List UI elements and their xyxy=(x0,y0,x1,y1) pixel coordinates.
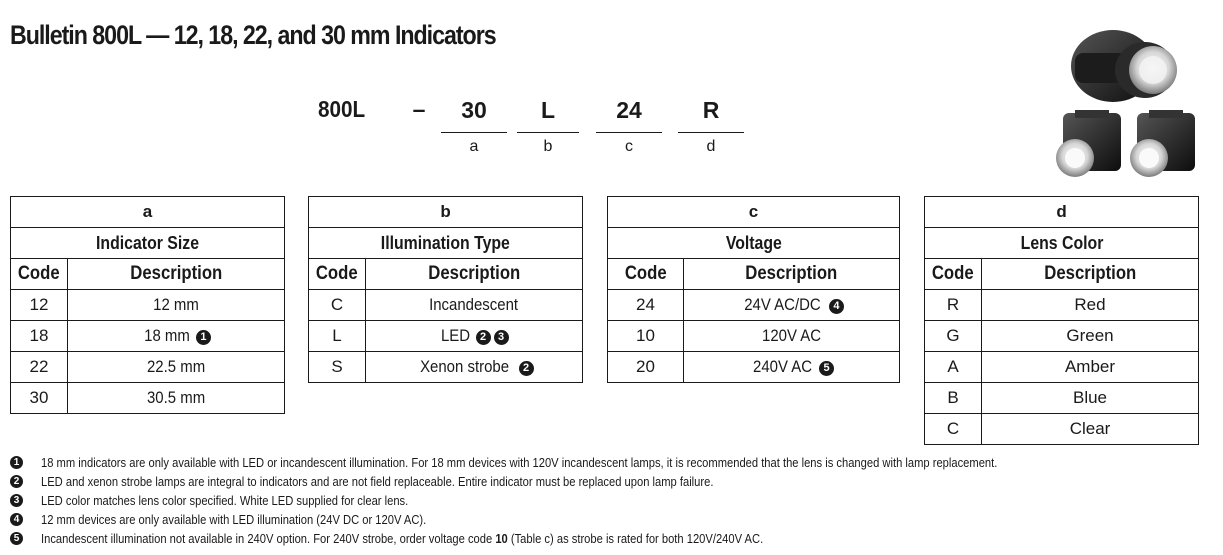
column-header-description xyxy=(684,259,900,290)
table-letter: b xyxy=(309,197,583,228)
footnote-text: LED and xenon strobe lamps are integral to indicators and are not field replaceable. Entire indicator must be replaced upon lamp failure. xyxy=(41,474,714,489)
footnote-marker: 5 xyxy=(819,361,834,376)
header-text: Description xyxy=(1044,263,1136,284)
header-text: Description xyxy=(428,263,520,284)
description-text: 120V AC xyxy=(761,326,822,345)
table-heading xyxy=(608,228,900,259)
description-text: 22.5 mm xyxy=(146,357,206,376)
footnote-text xyxy=(41,529,763,548)
footnote-marker: 3 xyxy=(494,330,509,345)
segment-value: 30 xyxy=(461,97,487,123)
code-cell: C xyxy=(925,414,982,445)
table-illumination-type xyxy=(308,196,583,383)
code-cell: 10 xyxy=(608,321,684,352)
catalog-segment-c xyxy=(596,96,662,133)
code-cell: B xyxy=(925,383,982,414)
footnote-text: 18 mm indicators are only available with LED or incandescent illumination. For 18 mm devices with 120V incandescent lamps, it is recommended that the lens is changed with lamp replacement. xyxy=(41,455,998,470)
code-cell: C xyxy=(309,290,366,321)
description-cell: Clear xyxy=(982,414,1199,445)
description-text: Xenon strobe xyxy=(420,357,510,376)
table-row xyxy=(11,290,285,321)
description-cell xyxy=(68,290,285,321)
heading-text: Illumination Type xyxy=(380,232,511,253)
column-header-code xyxy=(608,259,684,290)
code-cell: L xyxy=(309,321,366,352)
description-cell xyxy=(68,321,285,352)
footnote-marker: 1 xyxy=(196,330,211,345)
column-header-description xyxy=(982,259,1199,290)
code-cell: A xyxy=(925,352,982,383)
table-indicator-size xyxy=(10,196,285,414)
code-cell: 30 xyxy=(11,383,68,414)
footnote-marker: 4 xyxy=(829,299,844,314)
description-text: 12 mm xyxy=(153,295,199,314)
code-cell: 12 xyxy=(11,290,68,321)
footnote-marker: 2 xyxy=(519,361,534,376)
column-header-code xyxy=(309,259,366,290)
page-title: Bulletin 800L — 12, 18, 22, and 30 mm Indicators xyxy=(10,20,496,50)
footnote-text: LED color matches lens color specified. White LED supplied for clear lens. xyxy=(41,493,409,508)
header-text: Code xyxy=(18,263,60,284)
table-lens-color xyxy=(924,196,1199,445)
column-header-code xyxy=(925,259,982,290)
header-text: Description xyxy=(130,263,222,284)
segment-label: b xyxy=(543,138,553,155)
catalog-dash: – xyxy=(412,96,426,122)
table-heading xyxy=(925,228,1199,259)
description-text: 18 mm xyxy=(144,326,190,345)
footnote xyxy=(10,472,1153,491)
description-cell: Blue xyxy=(982,383,1199,414)
table-row xyxy=(309,290,583,321)
footnote xyxy=(10,491,1153,510)
description-cell xyxy=(684,352,900,383)
header-text: Code xyxy=(932,263,974,284)
table-heading xyxy=(309,228,583,259)
code-cell: G xyxy=(925,321,982,352)
header-text: Code xyxy=(624,263,667,284)
description-text: 30.5 mm xyxy=(146,388,206,407)
description-cell: Red xyxy=(982,290,1199,321)
table-row xyxy=(11,383,285,414)
description-cell: Amber xyxy=(982,352,1199,383)
description-cell xyxy=(68,383,285,414)
footnote-text-part: Incandescent illumination not available in 240V option. For 240V strobe, order voltage code xyxy=(41,531,496,546)
footnote xyxy=(10,510,1153,529)
segment-label: d xyxy=(706,138,716,155)
table-row xyxy=(925,352,1199,383)
table-row xyxy=(11,321,285,352)
catalog-segment-d xyxy=(678,96,744,133)
description-text: LED xyxy=(441,326,471,345)
footnote-marker: 2 xyxy=(10,475,23,488)
code-cell: S xyxy=(309,352,366,383)
table-letter: c xyxy=(608,197,900,228)
code-cell: 18 xyxy=(11,321,68,352)
segment-label: a xyxy=(469,138,479,155)
heading-text: Indicator Size xyxy=(96,232,199,253)
catalog-prefix: 800L xyxy=(318,96,366,122)
table-voltage xyxy=(607,196,900,383)
column-header-description xyxy=(68,259,285,290)
footnote xyxy=(10,453,1153,472)
description-text: 240V AC xyxy=(752,357,813,376)
footnote-text-part: (Table c) as strobe is rated for both 120V/240V AC. xyxy=(507,531,764,546)
footnote-marker: 5 xyxy=(10,532,23,545)
footnote-marker: 4 xyxy=(10,513,23,526)
segment-value: 24 xyxy=(616,97,642,123)
code-cell: R xyxy=(925,290,982,321)
description-cell xyxy=(366,352,583,383)
footnote-marker: 3 xyxy=(10,494,23,507)
segment-value: L xyxy=(540,97,556,123)
code-cell: 24 xyxy=(608,290,684,321)
segment-value: R xyxy=(702,97,720,123)
voltage-code-ref: 10 xyxy=(495,531,508,546)
column-header-code xyxy=(11,259,68,290)
table-row xyxy=(608,321,900,352)
footnote-marker: 1 xyxy=(10,456,23,469)
table-row xyxy=(11,352,285,383)
description-cell xyxy=(366,290,583,321)
table-row xyxy=(608,290,900,321)
table-row xyxy=(309,352,583,383)
column-header-description xyxy=(366,259,583,290)
table-row xyxy=(608,352,900,383)
description-cell xyxy=(684,290,900,321)
table-row xyxy=(925,383,1199,414)
code-cell: 20 xyxy=(608,352,684,383)
table-row xyxy=(925,321,1199,352)
segment-label: c xyxy=(625,138,633,155)
description-text: Incandescent xyxy=(429,295,519,314)
description-cell: Green xyxy=(982,321,1199,352)
header-text: Code xyxy=(316,263,358,284)
description-cell xyxy=(68,352,285,383)
indicator-product-photo xyxy=(1045,18,1210,193)
table-row xyxy=(925,414,1199,445)
header-text: Description xyxy=(745,263,838,284)
table-row xyxy=(925,290,1199,321)
code-cell: 22 xyxy=(11,352,68,383)
heading-text: Lens Color xyxy=(1020,232,1103,253)
description-cell xyxy=(366,321,583,352)
description-text: 24V AC/DC xyxy=(744,295,821,314)
catalog-segment-b xyxy=(517,96,579,133)
table-letter: d xyxy=(925,197,1199,228)
catalog-segment-a xyxy=(441,96,507,133)
table-heading xyxy=(11,228,285,259)
heading-text: Voltage xyxy=(725,232,782,253)
footnote-text: 12 mm devices are only available with LED illumination (24V DC or 120V AC). xyxy=(41,512,427,527)
table-letter: a xyxy=(11,197,285,228)
footnotes xyxy=(10,453,1153,548)
footnote-marker: 2 xyxy=(476,330,491,345)
footnote xyxy=(10,529,1153,548)
description-cell xyxy=(684,321,900,352)
table-row xyxy=(309,321,583,352)
